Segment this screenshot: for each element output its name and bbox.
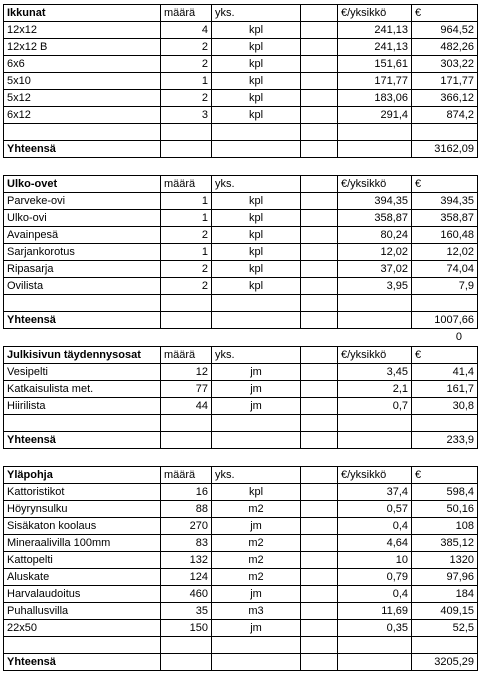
section-spacer: [3, 329, 465, 346]
empty-cell[interactable]: [301, 364, 338, 381]
empty-cell[interactable]: [301, 295, 338, 312]
empty-cell[interactable]: [161, 141, 212, 158]
column-header-qty[interactable]: määrä: [161, 176, 212, 193]
empty-cell[interactable]: [301, 586, 338, 603]
unit-price-cell[interactable]: 394,35: [338, 193, 412, 210]
table-row: [4, 107, 478, 124]
total-label[interactable]: Yhteensä: [4, 141, 161, 158]
item-name-cell[interactable]: Puhallusvilla: [4, 603, 161, 620]
blank-row: [4, 415, 478, 432]
empty-cell[interactable]: [301, 227, 338, 244]
unit-cell[interactable]: m2: [212, 501, 301, 518]
item-name-cell[interactable]: 6x12: [4, 107, 161, 124]
empty-cell[interactable]: [301, 312, 338, 329]
total-row: [4, 432, 478, 449]
section-header-row: [4, 5, 478, 22]
empty-cell[interactable]: [301, 654, 338, 671]
line-total-cell[interactable]: 12,02: [412, 244, 478, 261]
column-header-price[interactable]: €/yksikkö: [338, 347, 412, 364]
quantity-cell[interactable]: 2: [161, 278, 212, 295]
section-title[interactable]: Ulko-ovet: [4, 176, 161, 193]
empty-cell[interactable]: [301, 569, 338, 586]
line-total-cell[interactable]: 160,48: [412, 227, 478, 244]
empty-cell[interactable]: [301, 5, 338, 22]
quantity-cell[interactable]: 3: [161, 107, 212, 124]
empty-cell[interactable]: [301, 535, 338, 552]
quantity-cell[interactable]: 2: [161, 90, 212, 107]
unit-cell[interactable]: jm: [212, 398, 301, 415]
unit-cell[interactable]: kpl: [212, 90, 301, 107]
section-title[interactable]: Ikkunat: [4, 5, 161, 22]
table-row: [4, 22, 478, 39]
section-total-value[interactable]: 3162,09: [412, 141, 478, 158]
table-row: [4, 620, 478, 637]
empty-cell[interactable]: [338, 295, 412, 312]
empty-cell[interactable]: [412, 637, 478, 654]
empty-cell[interactable]: [301, 552, 338, 569]
empty-cell[interactable]: [301, 347, 338, 364]
item-name-cell[interactable]: 12x12: [4, 22, 161, 39]
line-total-cell[interactable]: 52,5: [412, 620, 478, 637]
quantity-cell[interactable]: 2: [161, 56, 212, 73]
empty-cell[interactable]: [301, 107, 338, 124]
unit-cell[interactable]: kpl: [212, 56, 301, 73]
empty-cell[interactable]: [301, 141, 338, 158]
item-name-cell[interactable]: 5x12: [4, 90, 161, 107]
empty-cell[interactable]: [4, 295, 161, 312]
unit-price-cell[interactable]: 2,1: [338, 381, 412, 398]
empty-cell[interactable]: [301, 398, 338, 415]
empty-cell[interactable]: [4, 637, 161, 654]
unit-price-cell[interactable]: 291,4: [338, 107, 412, 124]
section-3: [3, 466, 474, 671]
item-name-cell[interactable]: Kattopelti: [4, 552, 161, 569]
quantity-cell[interactable]: 150: [161, 620, 212, 637]
section-header-row: [4, 347, 478, 364]
spreadsheet: [3, 4, 474, 671]
unit-price-cell[interactable]: 12,02: [338, 244, 412, 261]
column-header-total[interactable]: €: [412, 347, 478, 364]
quantity-cell[interactable]: 44: [161, 398, 212, 415]
unit-cell[interactable]: kpl: [212, 210, 301, 227]
unit-cell[interactable]: jm: [212, 586, 301, 603]
empty-cell[interactable]: [161, 312, 212, 329]
line-total-cell[interactable]: 303,22: [412, 56, 478, 73]
empty-cell[interactable]: [301, 278, 338, 295]
quantity-cell[interactable]: 1: [161, 210, 212, 227]
total-label[interactable]: Yhteensä: [4, 432, 161, 449]
unit-price-cell[interactable]: 241,13: [338, 39, 412, 56]
unit-price-cell[interactable]: 10: [338, 552, 412, 569]
empty-cell[interactable]: [338, 124, 412, 141]
unit-price-cell[interactable]: 241,13: [338, 22, 412, 39]
unit-price-cell[interactable]: 0,4: [338, 518, 412, 535]
section-spacer: [3, 449, 465, 466]
empty-cell[interactable]: [301, 415, 338, 432]
empty-cell[interactable]: [161, 654, 212, 671]
empty-cell[interactable]: [301, 467, 338, 484]
table-row: [4, 227, 478, 244]
empty-cell[interactable]: [161, 415, 212, 432]
column-header-qty[interactable]: määrä: [161, 467, 212, 484]
line-total-cell[interactable]: 50,16: [412, 501, 478, 518]
empty-cell[interactable]: [338, 141, 412, 158]
section-title[interactable]: Julkisivun täydennysosat: [4, 347, 161, 364]
quantity-cell[interactable]: 132: [161, 552, 212, 569]
unit-cell[interactable]: kpl: [212, 73, 301, 90]
section-total-value[interactable]: 233,9: [412, 432, 478, 449]
empty-cell[interactable]: [212, 654, 301, 671]
item-name-cell[interactable]: Ovilista: [4, 278, 161, 295]
line-total-cell[interactable]: 1320: [412, 552, 478, 569]
unit-cell[interactable]: jm: [212, 620, 301, 637]
empty-cell[interactable]: [338, 637, 412, 654]
item-name-cell[interactable]: Kattoristikot: [4, 484, 161, 501]
quantity-cell[interactable]: 1: [161, 73, 212, 90]
line-total-cell[interactable]: 184: [412, 586, 478, 603]
table-row: [4, 381, 478, 398]
empty-cell[interactable]: [212, 312, 301, 329]
item-name-cell[interactable]: Harvalaudoitus: [4, 586, 161, 603]
empty-cell[interactable]: [412, 295, 478, 312]
line-total-cell[interactable]: 409,15: [412, 603, 478, 620]
empty-cell[interactable]: [301, 176, 338, 193]
item-name-cell[interactable]: 5x10: [4, 73, 161, 90]
unit-cell[interactable]: kpl: [212, 39, 301, 56]
unit-price-cell[interactable]: 0,79: [338, 569, 412, 586]
empty-cell[interactable]: [301, 90, 338, 107]
empty-cell[interactable]: [301, 56, 338, 73]
item-name-cell[interactable]: Sisäkaton koolaus: [4, 518, 161, 535]
item-name-cell[interactable]: Hiirilista: [4, 398, 161, 415]
unit-cell[interactable]: kpl: [212, 193, 301, 210]
empty-cell[interactable]: [338, 415, 412, 432]
unit-cell[interactable]: kpl: [212, 261, 301, 278]
quantity-cell[interactable]: 1: [161, 244, 212, 261]
section-table: [3, 346, 478, 449]
total-row: [4, 654, 478, 671]
quantity-cell[interactable]: 12: [161, 364, 212, 381]
empty-cell[interactable]: [212, 637, 301, 654]
item-name-cell[interactable]: 6x6: [4, 56, 161, 73]
item-name-cell[interactable]: Parveke-ovi: [4, 193, 161, 210]
line-total-cell[interactable]: 41,4: [412, 364, 478, 381]
table-row: [4, 278, 478, 295]
unit-price-cell[interactable]: 0,35: [338, 620, 412, 637]
section-table: [3, 4, 478, 158]
empty-cell[interactable]: [161, 637, 212, 654]
empty-cell[interactable]: [301, 22, 338, 39]
empty-cell[interactable]: [301, 193, 338, 210]
quantity-cell[interactable]: 270: [161, 518, 212, 535]
empty-cell[interactable]: [301, 210, 338, 227]
total-label[interactable]: Yhteensä: [4, 312, 161, 329]
table-row: [4, 210, 478, 227]
column-header-unit[interactable]: yks.: [212, 347, 301, 364]
section-1: [3, 175, 474, 329]
line-total-cell[interactable]: 394,35: [412, 193, 478, 210]
line-total-cell[interactable]: 108: [412, 518, 478, 535]
empty-cell[interactable]: [301, 39, 338, 56]
unit-price-cell[interactable]: 0,7: [338, 398, 412, 415]
column-header-total[interactable]: €: [412, 467, 478, 484]
table-row: [4, 535, 478, 552]
unit-cell[interactable]: kpl: [212, 484, 301, 501]
section-header-row: [4, 467, 478, 484]
empty-cell[interactable]: [301, 501, 338, 518]
unit-cell[interactable]: kpl: [212, 227, 301, 244]
unit-price-cell[interactable]: 0,57: [338, 501, 412, 518]
column-header-price[interactable]: €/yksikkö: [338, 176, 412, 193]
blank-row: [4, 124, 478, 141]
quantity-cell[interactable]: 4: [161, 22, 212, 39]
unit-cell[interactable]: m2: [212, 569, 301, 586]
empty-cell[interactable]: [301, 381, 338, 398]
blank-row: [4, 637, 478, 654]
table-row: [4, 603, 478, 620]
section-spacer: [3, 158, 465, 175]
column-header-qty[interactable]: määrä: [161, 5, 212, 22]
empty-cell[interactable]: [161, 432, 212, 449]
quantity-cell[interactable]: 16: [161, 484, 212, 501]
empty-cell[interactable]: [301, 637, 338, 654]
blank-row: [4, 295, 478, 312]
section-header-row: [4, 176, 478, 193]
section-table: [3, 466, 478, 671]
line-total-cell[interactable]: 30,8: [412, 398, 478, 415]
line-total-cell[interactable]: 482,26: [412, 39, 478, 56]
column-header-total[interactable]: €: [412, 5, 478, 22]
line-total-cell[interactable]: 358,87: [412, 210, 478, 227]
empty-cell[interactable]: [301, 620, 338, 637]
empty-cell[interactable]: [4, 124, 161, 141]
unit-cell[interactable]: kpl: [212, 278, 301, 295]
quantity-cell[interactable]: 2: [161, 227, 212, 244]
empty-cell[interactable]: [338, 654, 412, 671]
quantity-cell[interactable]: 77: [161, 381, 212, 398]
table-row: [4, 244, 478, 261]
item-name-cell[interactable]: Vesipelti: [4, 364, 161, 381]
table-row: [4, 569, 478, 586]
empty-cell[interactable]: [338, 432, 412, 449]
item-name-cell[interactable]: Aluskate: [4, 569, 161, 586]
quantity-cell[interactable]: 35: [161, 603, 212, 620]
total-row: [4, 312, 478, 329]
section-0: [3, 4, 474, 158]
empty-cell[interactable]: [161, 124, 212, 141]
quantity-cell[interactable]: 83: [161, 535, 212, 552]
unit-cell[interactable]: kpl: [212, 244, 301, 261]
table-row: [4, 484, 478, 501]
empty-cell[interactable]: [301, 432, 338, 449]
section-title[interactable]: Yläpohja: [4, 467, 161, 484]
line-total-cell[interactable]: 874,2: [412, 107, 478, 124]
unit-cell[interactable]: m2: [212, 535, 301, 552]
table-row: [4, 398, 478, 415]
unit-cell[interactable]: kpl: [212, 107, 301, 124]
unit-price-cell[interactable]: 358,87: [338, 210, 412, 227]
unit-cell[interactable]: jm: [212, 518, 301, 535]
quantity-cell[interactable]: 88: [161, 501, 212, 518]
column-header-price[interactable]: €/yksikkö: [338, 5, 412, 22]
empty-cell[interactable]: [212, 141, 301, 158]
item-name-cell[interactable]: Sarjankorotus: [4, 244, 161, 261]
quantity-cell[interactable]: 2: [161, 39, 212, 56]
unit-price-cell[interactable]: 3,95: [338, 278, 412, 295]
stray-cell-value[interactable]: 0: [455, 331, 462, 343]
empty-cell[interactable]: [212, 124, 301, 141]
unit-price-cell[interactable]: 171,77: [338, 73, 412, 90]
line-total-cell[interactable]: 385,12: [412, 535, 478, 552]
section-2: [3, 346, 474, 449]
section-table: [3, 175, 478, 329]
empty-cell[interactable]: [212, 295, 301, 312]
column-header-qty[interactable]: määrä: [161, 347, 212, 364]
empty-cell[interactable]: [161, 295, 212, 312]
quantity-cell[interactable]: 1: [161, 193, 212, 210]
line-total-cell[interactable]: 964,52: [412, 22, 478, 39]
table-row: [4, 552, 478, 569]
line-total-cell[interactable]: 7,9: [412, 278, 478, 295]
empty-cell[interactable]: [412, 415, 478, 432]
empty-cell[interactable]: [301, 244, 338, 261]
empty-cell[interactable]: [301, 484, 338, 501]
column-header-total[interactable]: €: [412, 176, 478, 193]
empty-cell[interactable]: [338, 312, 412, 329]
item-name-cell[interactable]: Avainpesä: [4, 227, 161, 244]
empty-cell[interactable]: [412, 124, 478, 141]
unit-price-cell[interactable]: 11,69: [338, 603, 412, 620]
item-name-cell[interactable]: Mineraalivilla 100mm: [4, 535, 161, 552]
empty-cell[interactable]: [301, 518, 338, 535]
total-label[interactable]: Yhteensä: [4, 654, 161, 671]
unit-cell[interactable]: jm: [212, 381, 301, 398]
empty-cell[interactable]: [212, 415, 301, 432]
empty-cell[interactable]: [301, 124, 338, 141]
item-name-cell[interactable]: Katkaisulista met.: [4, 381, 161, 398]
section-total-value[interactable]: 3205,29: [412, 654, 478, 671]
line-total-cell[interactable]: 74,04: [412, 261, 478, 278]
quantity-cell[interactable]: 460: [161, 586, 212, 603]
item-name-cell[interactable]: 12x12 B: [4, 39, 161, 56]
line-total-cell[interactable]: 171,77: [412, 73, 478, 90]
item-name-cell[interactable]: Ulko-ovi: [4, 210, 161, 227]
line-total-cell[interactable]: 598,4: [412, 484, 478, 501]
line-total-cell[interactable]: 161,7: [412, 381, 478, 398]
unit-price-cell[interactable]: 80,24: [338, 227, 412, 244]
table-row: [4, 364, 478, 381]
unit-cell[interactable]: m2: [212, 552, 301, 569]
table-row: [4, 193, 478, 210]
empty-cell[interactable]: [4, 415, 161, 432]
quantity-cell[interactable]: 124: [161, 569, 212, 586]
item-name-cell[interactable]: 22x50: [4, 620, 161, 637]
unit-price-cell[interactable]: 37,02: [338, 261, 412, 278]
unit-price-cell[interactable]: 4,64: [338, 535, 412, 552]
section-total-value[interactable]: 1007,66: [412, 312, 478, 329]
unit-cell[interactable]: jm: [212, 364, 301, 381]
column-header-unit[interactable]: yks.: [212, 467, 301, 484]
column-header-unit[interactable]: yks.: [212, 5, 301, 22]
empty-cell[interactable]: [301, 261, 338, 278]
table-row: [4, 56, 478, 73]
empty-cell[interactable]: [212, 432, 301, 449]
column-header-price[interactable]: €/yksikkö: [338, 467, 412, 484]
table-row: [4, 90, 478, 107]
line-total-cell[interactable]: 97,96: [412, 569, 478, 586]
unit-price-cell[interactable]: 3,45: [338, 364, 412, 381]
unit-cell[interactable]: kpl: [212, 22, 301, 39]
line-total-cell[interactable]: 366,12: [412, 90, 478, 107]
unit-price-cell[interactable]: 151,61: [338, 56, 412, 73]
empty-cell[interactable]: [301, 603, 338, 620]
table-row: [4, 586, 478, 603]
item-name-cell[interactable]: Ripasarja: [4, 261, 161, 278]
unit-price-cell[interactable]: 37,4: [338, 484, 412, 501]
table-row: [4, 501, 478, 518]
unit-price-cell[interactable]: 0,4: [338, 586, 412, 603]
total-row: [4, 141, 478, 158]
quantity-cell[interactable]: 2: [161, 261, 212, 278]
empty-cell[interactable]: [301, 73, 338, 90]
table-row: [4, 518, 478, 535]
table-row: [4, 39, 478, 56]
item-name-cell[interactable]: Höyrynsulku: [4, 501, 161, 518]
table-row: [4, 261, 478, 278]
unit-price-cell[interactable]: 183,06: [338, 90, 412, 107]
unit-cell[interactable]: m3: [212, 603, 301, 620]
column-header-unit[interactable]: yks.: [212, 176, 301, 193]
table-row: [4, 73, 478, 90]
